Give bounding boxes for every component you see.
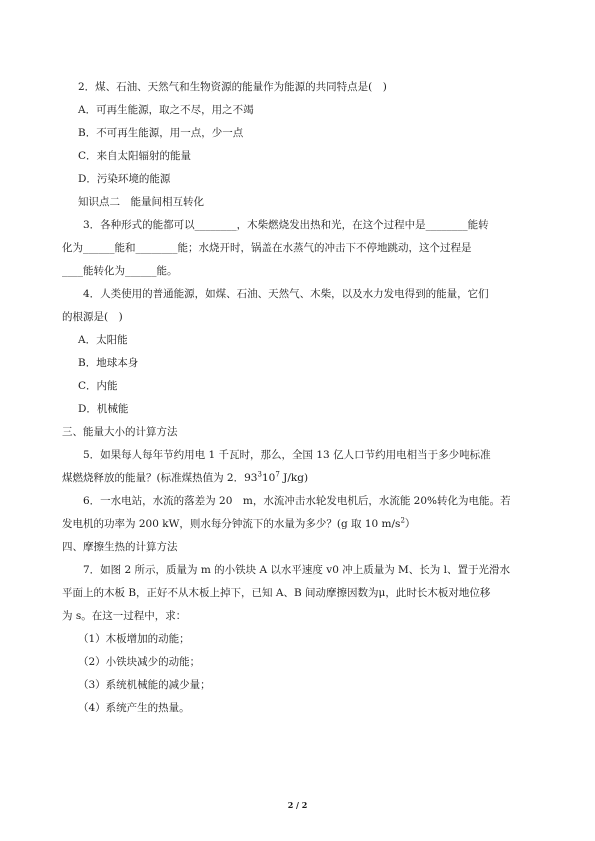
question-7-sub-1: （1）木板增加的动能；: [78, 633, 190, 645]
question-6-line-1: 6．一水电站，水流的落差为 20 m，水流冲击水轮发电机后，水流能 20%转化为电能。若: [83, 495, 511, 507]
question-2-option-a: A．可再生能源，取之不尽，用之不竭: [78, 104, 254, 116]
question-7-line-1: 7．如图 2 所示，质量为 m 的小铁块 A 以水平速度 v0 冲上质量为 M、长为 l、置于光滑水: [83, 564, 510, 576]
knowledge-point-2-heading: 知识点二 能量间相互转化: [78, 196, 204, 208]
question-4-line-2: 的根源是( ): [62, 311, 123, 323]
page-number: 2 / 2: [287, 800, 308, 810]
question-5-sup-2: 7: [275, 470, 280, 479]
question-2-option-d: D．污染环境的能源: [78, 173, 171, 185]
document-body: [62, 76, 540, 720]
question-6-sup: 2: [400, 516, 405, 525]
question-4-option-a: A．太阳能: [78, 334, 128, 346]
question-4-option-c: C．内能: [78, 380, 118, 392]
question-5-text-a: 煤燃烧释放的能量？(标准煤热值为 2．93: [62, 472, 258, 484]
question-2-option-c: C．来自太阳辐射的能量: [78, 150, 192, 162]
question-7-line-2: 平面上的木板 B，正好不从木板上掉下，已知 A、B 间动摩擦因数为μ，此时长木板对地位移: [62, 587, 491, 599]
question-7-sub-4: （4）系统产生的热量。: [78, 702, 190, 714]
question-7-sub-2: （2）小铁块减少的动能；: [78, 656, 201, 668]
question-6-text-b: ）: [404, 518, 416, 530]
question-7-line-3: 为 s。在这一过程中，求：: [62, 610, 187, 622]
question-4-option-b: B．地球本身: [78, 357, 139, 369]
question-5-line-2: [62, 467, 540, 490]
question-6-line-2: [62, 513, 540, 536]
section-4-heading: 四、摩擦生热的计算方法: [62, 541, 178, 553]
question-5-sup-1: 3: [257, 470, 262, 479]
question-5-line-1: 5．如果每人每年节约用电 1 千瓦时，那么，全国 13 亿人口节约用电相当于多少吨标准: [83, 449, 491, 461]
question-6-text-a: 发电机的功率为 200 kW，则水每分钟流下的水量为多少？(g 取 10 m/s: [62, 518, 401, 530]
question-2-stem: 2．煤、石油、天然气和生物资源的能量作为能源的共同特点是( ): [78, 81, 387, 93]
question-3-line-3: ____能转化为______能。: [62, 265, 178, 277]
question-4-option-d: D．机械能: [78, 403, 129, 415]
question-4-line-1: 4．人类使用的普通能源，如煤、石油、天然气、木柴，以及水力发电得到的能量，它们: [83, 288, 489, 300]
question-5-text-b: 10: [261, 472, 276, 484]
question-3-line-2: 化为______能和________能；水烧开时，锅盖在水蒸气的冲击下不停地跳动，这个过程是: [62, 242, 472, 254]
question-2-option-b: B．不可再生能源，用一点，少一点: [78, 127, 244, 139]
question-7-sub-3: （3）系统机械能的减少量；: [78, 679, 211, 691]
question-3-line-1: 3．各种形式的能都可以________，木柴燃烧发出热和光，在这个过程中是________能转: [83, 219, 489, 231]
question-5-text-c: J/kg): [279, 472, 309, 484]
section-3-heading: 三、能量大小的计算方法: [62, 426, 178, 438]
